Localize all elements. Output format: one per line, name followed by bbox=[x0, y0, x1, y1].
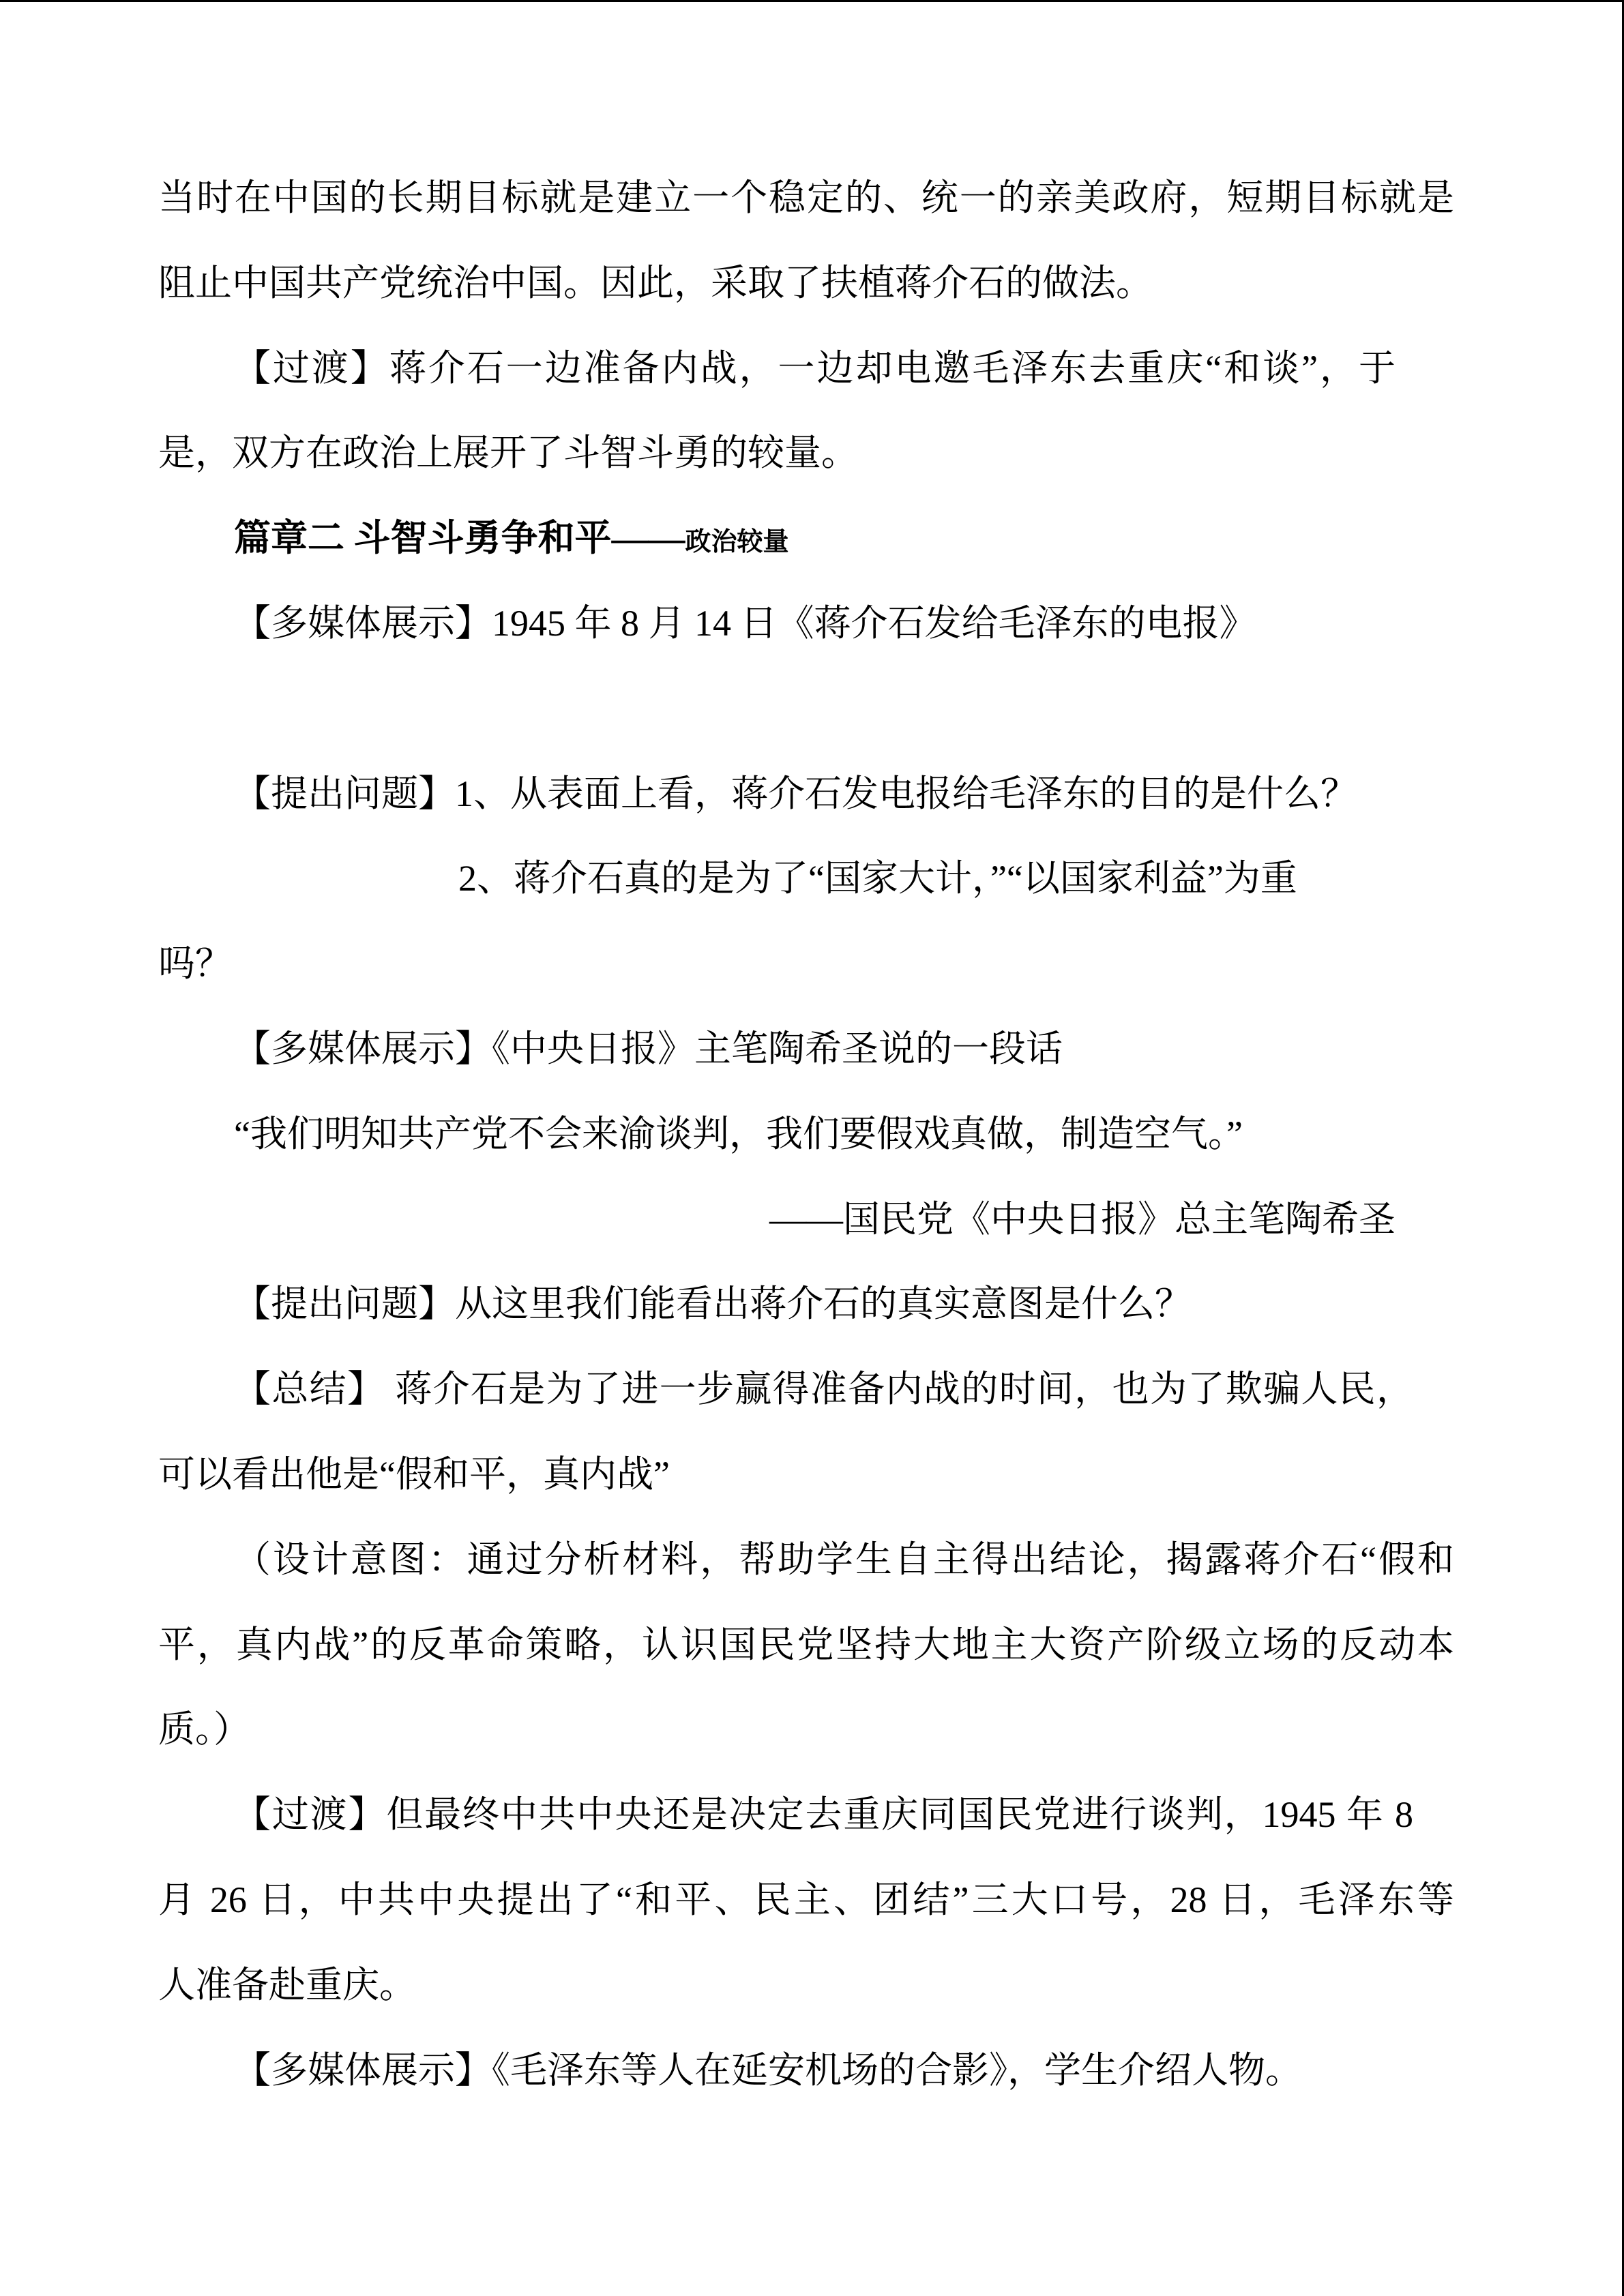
transition-2-line-3: 人准备赴重庆。 bbox=[158, 1964, 416, 2006]
quote-text: “我们明知共产党不会来渝谈判，我们要假戏真做，制造空气。” bbox=[234, 1113, 1243, 1154]
transition-2-line-1: 【过渡】但最终中共中央还是决定去重庆同国民党进行谈判，1945 年 8 bbox=[234, 1794, 1413, 1836]
design-intent-line-2: 平，真内战”的反革命策略，认识国民党坚持大地主大资产阶级立场的反动本 bbox=[158, 1624, 1454, 1665]
chapter-heading-main: 篇章二 斗智斗勇争和平—— bbox=[234, 518, 685, 559]
chapter-heading-sub: 政治较量 bbox=[685, 528, 789, 557]
transition-2-line-2: 月 26 日，中共中央提出了“和平、民主、团结”三大口号，28 日，毛泽东等 bbox=[158, 1879, 1454, 1920]
page-top-border bbox=[0, 0, 1624, 2]
design-intent-line-3: 质。） bbox=[158, 1709, 250, 1750]
multimedia-2: 【多媒体展示】《中央日报》主笔陶希圣说的一段话 bbox=[234, 1028, 1063, 1069]
page-body bbox=[158, 155, 1454, 2113]
continuation-line-2: 阻止中国共产党统治中国。因此，采取了扶植蒋介石的做法。 bbox=[158, 262, 1153, 303]
question-1-line-3: 吗？ bbox=[158, 943, 232, 985]
summary-line-2: 可以看出他是“假和平，真内战” bbox=[158, 1453, 670, 1495]
transition-1-line-1: 【过渡】蒋介石一边准备内战，一边却电邀毛泽东去重庆“和谈”，于 bbox=[234, 347, 1396, 389]
chapter-heading bbox=[158, 496, 1454, 581]
question-1-line-1: 【提出问题】1、从表面上看，蒋介石发电报给毛泽东的目的是什么？ bbox=[234, 773, 1357, 814]
design-intent-line-1: （设计意图：通过分析材料，帮助学生自主得出结论，揭露蒋介石“假和 bbox=[234, 1538, 1454, 1580]
multimedia-3: 【多媒体展示】《毛泽东等人在延安机场的合影》，学生介绍人物。 bbox=[234, 2049, 1302, 2091]
quote-attribution: ——国民党《中央日报》总主笔陶希圣 bbox=[769, 1198, 1396, 1240]
summary-line-1: 【总结】 蒋介石是为了进一步赢得准备内战的时间，也为了欺骗人民， bbox=[234, 1369, 1413, 1410]
question-2: 【提出问题】从这里我们能看出蒋介石的真实意图是什么？ bbox=[234, 1283, 1192, 1325]
question-1-line-2: 2、蒋介石真的是为了“国家大计，”“以国家利益”为重 bbox=[458, 858, 1297, 899]
multimedia-1: 【多媒体展示】1945 年 8 月 14 日《蒋介石发给毛泽东的电报》 bbox=[234, 602, 1256, 644]
continuation-line-1: 当时在中国的长期目标就是建立一个稳定的、统一的亲美政府，短期目标就是 bbox=[158, 177, 1454, 218]
transition-1-line-2: 是，双方在政治上展开了斗智斗勇的较量。 bbox=[158, 432, 858, 474]
blank-line bbox=[158, 666, 1454, 751]
